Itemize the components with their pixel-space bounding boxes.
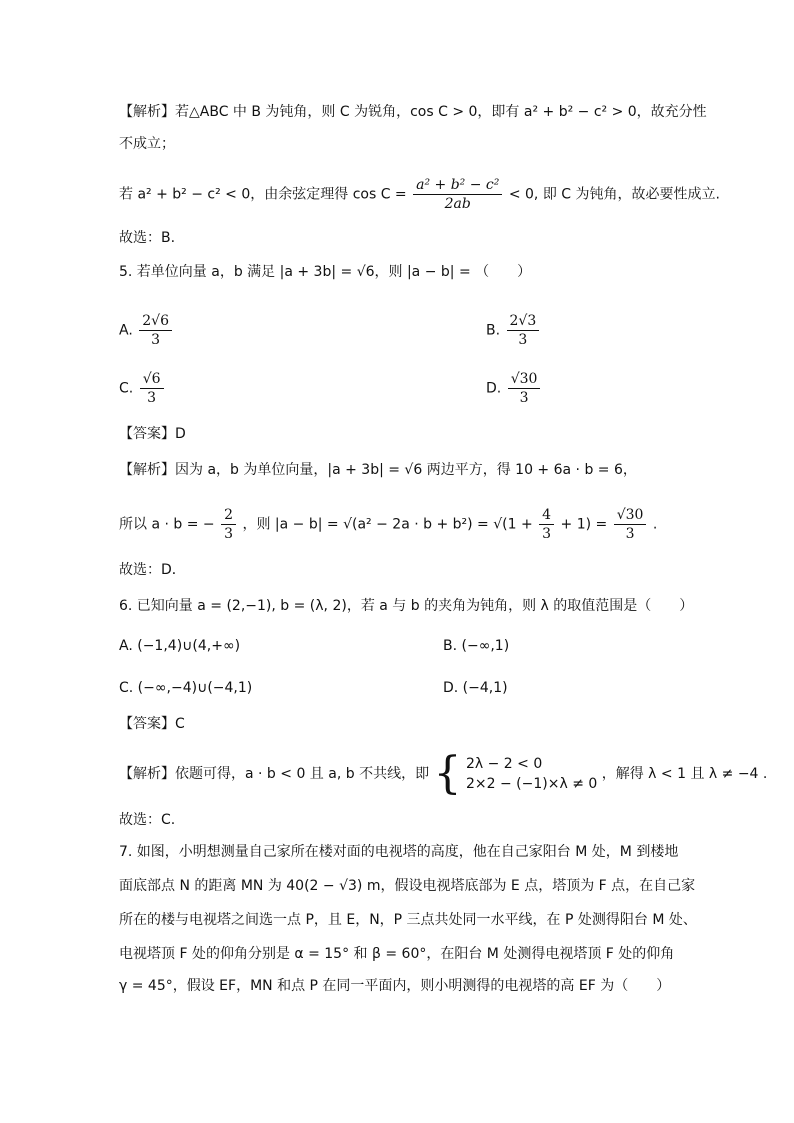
q6-option-d: D. (−4,1)	[443, 680, 508, 696]
q5-option-a-den: 3	[151, 332, 161, 348]
cosine-fraction	[413, 176, 502, 213]
inequality-2: 2×2 − (−1)×λ ≠ 0	[465, 776, 598, 792]
sol5-frac-2	[539, 506, 554, 543]
q6-option-a: A. (−1,4)∪(4,+∞)	[119, 638, 241, 654]
q5-option-c-num: √6	[140, 370, 164, 389]
question-5: 5. 若单位向量 a，b 满足 |a + 3b| = √6，则 |a − b| = （ ）	[119, 264, 532, 280]
sol5-frac-3	[614, 506, 647, 543]
sol5-part-d: + 1) =	[560, 516, 608, 533]
sol5-frac-2-den: 3	[542, 526, 552, 542]
solution-5-line-2	[119, 506, 657, 543]
q5-option-a-frac	[139, 312, 172, 349]
cosine-numerator: a² + b² − c²	[413, 176, 502, 195]
q5-option-a	[119, 312, 174, 349]
q5-option-a-label: A.	[119, 322, 133, 339]
solution-prev-line-2: 不成立；	[119, 136, 175, 152]
q5-option-b-label: B.	[486, 322, 501, 339]
sol5-part-f: .	[652, 516, 658, 533]
question-7-line-3: 所在的楼与电视塔之间选一点 P，且 E，N，P 三点共处同一水平线，在 P 处测得阳台 M 处、	[119, 912, 697, 928]
q5-option-c	[119, 370, 166, 407]
sol5-frac-3-num: √30	[614, 506, 647, 525]
sol5-frac-2-num: 4	[539, 506, 554, 525]
q5-option-d-label: D.	[486, 380, 502, 397]
q5-option-c-frac	[140, 370, 164, 407]
q6-option-b: B. (−∞,1)	[443, 638, 510, 654]
question-7-line-2: 面底部点 N 的距离 MN 为 40(2 − √3) m，假设电视塔底部为 E 点，塔顶为 F 点，在自己家	[119, 878, 696, 894]
sol5-frac-1-den: 3	[224, 526, 234, 542]
q5-option-b-den: 3	[518, 332, 528, 348]
q5-option-d-frac	[508, 370, 541, 407]
inequality-1: 2λ − 2 < 0	[465, 756, 543, 772]
solution-6	[119, 748, 768, 799]
solution-prev-line-1	[119, 102, 707, 122]
cosine-conclusion: < 0, 即 C 为钝角，故必要性成立.	[508, 186, 720, 203]
q5-option-b	[486, 312, 541, 349]
select-b: 故选：B.	[119, 230, 176, 246]
q5-option-b-num: 2√3	[507, 312, 540, 331]
sol5-frac-1	[221, 506, 236, 543]
answer-5: 【答案】D	[119, 426, 186, 442]
cosine-law-text: 若 a² + b² − c² < 0，由余弦定理得 cos C =	[119, 186, 407, 203]
sol5-frac-1-num: 2	[221, 506, 236, 525]
q5-option-d-num: √30	[508, 370, 541, 389]
sol6-part-b: ，解得 λ < 1 且 λ ≠ −4 .	[601, 766, 768, 782]
sol6-part-a: 【解析】依题可得，a · b < 0 且 a, b 不共线，即	[119, 766, 430, 782]
question-7-line-1: 7. 如图，小明想测量自己家所在楼对面的电视塔的高度，他在自己家阳台 M 处，M 到楼地	[119, 844, 679, 860]
solution-5-line-1: 【解析】因为 a，b 为单位向量，|a + 3b| = √6 两边平方，得 10 + 6a · b = 6，	[119, 462, 637, 478]
q5-option-c-den: 3	[147, 390, 157, 406]
solution-prev-line-3	[119, 176, 720, 213]
q5-option-d-den: 3	[519, 390, 529, 406]
select-d: 故选：D．	[119, 562, 186, 578]
question-7-line-5: γ = 45°，假设 EF，MN 和点 P 在同一平面内，则小明测得的电视塔的高 EF 为（ ）	[119, 978, 671, 994]
answer-6: 【答案】C	[119, 716, 185, 732]
q5-option-a-num: 2√6	[139, 312, 172, 331]
q5-option-c-label: C.	[119, 380, 134, 397]
cosine-denominator: 2ab	[444, 196, 471, 212]
question-6: 6. 已知向量 a = (2,−1), b = (λ, 2)，若 a 与 b 的夹角为钝角，则 λ 的取值范围是（ ）	[119, 598, 694, 614]
sol5-part-b: ，则 |a − b| = √(a² − 2a · b + b²) = √(1 +	[242, 516, 533, 533]
sol5-frac-3-den: 3	[625, 526, 635, 542]
analysis-tag: 【解析】	[119, 104, 175, 120]
sol5-part-a: 所以 a · b = −	[119, 516, 215, 533]
q5-option-d	[486, 370, 542, 407]
q5-option-b-frac	[507, 312, 540, 349]
q6-option-c: C. (−∞,−4)∪(−4,1)	[119, 680, 253, 696]
left-brace: {	[433, 748, 462, 799]
select-c: 故选：C.	[119, 812, 176, 828]
analysis-text: 若△ABC 中 B 为钝角，则 C 为锐角，cos C > 0，即有 a² + b² − c² > 0，故充分性	[175, 104, 707, 120]
question-7-line-4: 电视塔顶 F 处的仰角分别是 α = 15° 和 β = 60°，在阳台 M 处测得电视塔顶 F 处的仰角	[119, 946, 675, 962]
inequality-system	[466, 754, 597, 794]
